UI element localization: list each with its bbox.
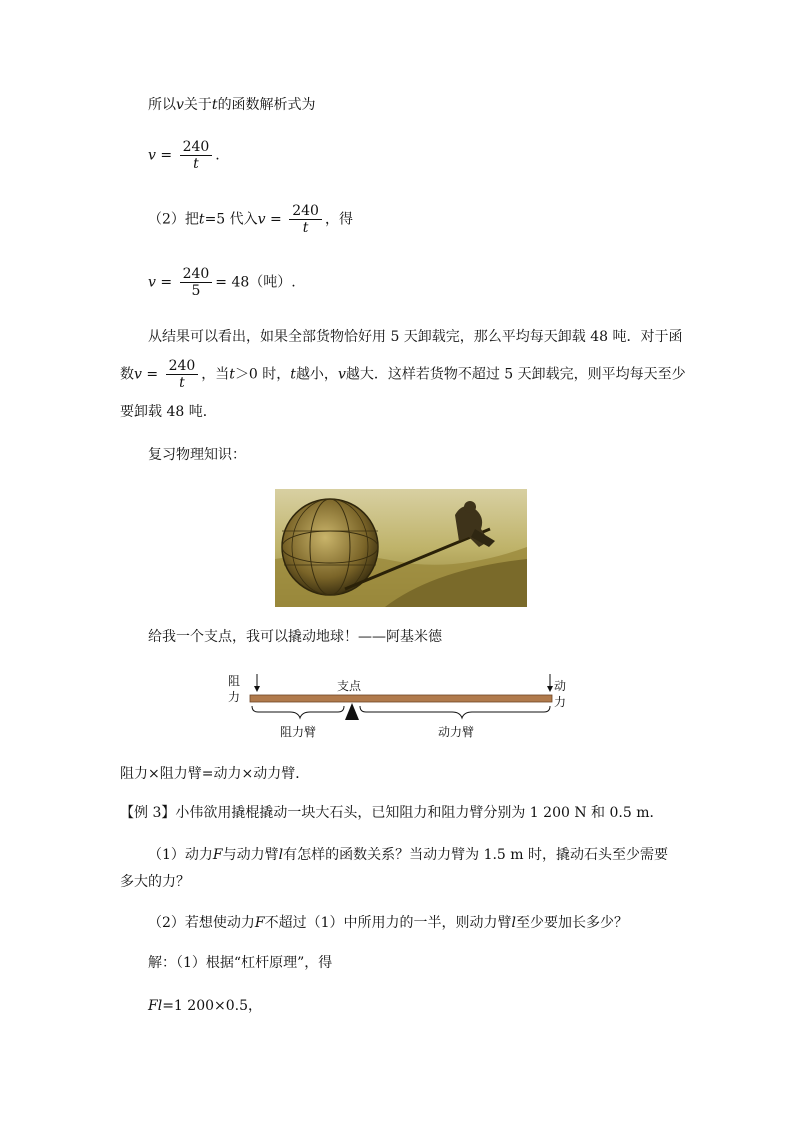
numerator: 240: [180, 266, 213, 283]
resistance-arm-label: 阻力臂: [280, 725, 317, 739]
equals: =: [160, 147, 173, 164]
archimedes-quote: 给我一个支点，我可以撬动地球！——阿基米德: [148, 629, 442, 645]
fraction: [180, 266, 213, 299]
numerator: 240: [289, 203, 322, 220]
text: 不超过（1）中所用力的一半，则动力臂: [264, 915, 512, 931]
var-v: v: [148, 274, 156, 291]
var-v: v: [176, 97, 184, 113]
lever-principle: 阻力×阻力臂=动力×动力臂．: [120, 766, 310, 782]
fraction: [289, 203, 322, 236]
fraction: [166, 358, 199, 391]
text: 有怎样的函数关系？当动力臂为 1.5 m 时，撬动石头至少需要: [283, 847, 669, 863]
fraction: [180, 139, 213, 172]
text: =1 200×0.5，: [162, 998, 263, 1014]
var-v: v: [337, 366, 346, 383]
equation-1: [148, 139, 220, 172]
resistance-label-a: 阻: [228, 674, 241, 688]
text: 与动力臂: [222, 847, 279, 863]
fulcrum-triangle: [345, 703, 359, 720]
var-l: l: [278, 847, 284, 863]
text: ，当: [201, 366, 230, 383]
equals: =: [160, 274, 173, 291]
question-1-cont: 多大的力？: [120, 874, 190, 890]
var-l: l: [511, 915, 517, 931]
text: ，得: [324, 211, 353, 228]
review-heading: 复习物理知识：: [148, 447, 246, 463]
power-arm-label: 动力臂: [438, 725, 475, 739]
text: 至少要加长多少？: [516, 915, 629, 931]
archimedes-lever-image: [275, 489, 527, 607]
var-v: v: [148, 147, 156, 164]
paragraph-line-2: [120, 358, 686, 391]
var-t: t: [211, 97, 218, 113]
text: （2）若想使动力: [148, 915, 255, 931]
power-label-a: 动: [554, 679, 567, 693]
power-arm-brace: [360, 706, 550, 718]
text: =5 代入: [204, 211, 258, 228]
question-2: [148, 913, 628, 933]
text: = 48（吨）.: [215, 274, 296, 291]
text: 关于: [183, 97, 212, 113]
fulcrum-label: 支点: [337, 679, 362, 693]
resistance-arm-brace: [252, 706, 344, 718]
numerator: 240: [166, 358, 199, 375]
var-v: v: [257, 211, 266, 228]
text: .: [215, 147, 220, 164]
power-label-b: 力: [554, 695, 567, 709]
resistance-arrowhead: [254, 686, 260, 692]
paragraph-line-3: 要卸载 48 吨．: [120, 404, 217, 420]
text-line-1: [148, 95, 316, 115]
var-Fl: Fl: [148, 998, 163, 1014]
text-line-3: [148, 203, 353, 236]
power-arrowhead: [547, 686, 553, 692]
paragraph-line-1: 从结果可以看出，如果全部货物恰好用 5 天卸载完，那么平均每天卸载 48 吨．对于函: [148, 329, 683, 345]
text: （2）把: [148, 211, 199, 228]
equals: =: [146, 366, 159, 383]
numerator: 240: [180, 139, 213, 156]
text: 所以: [148, 97, 176, 113]
solution-heading: 解：（1）根据“杠杆原理”，得: [148, 955, 333, 971]
lever-diagram: [226, 672, 576, 748]
resistance-label-b: 力: [228, 690, 241, 704]
archimedes-lever-illustration: [275, 489, 527, 607]
example-3-statement: 【例 3】小伟欲用撬棍撬动一块大石头，已知阻力和阻力臂分别为 1 200 N 和 0.5 m．: [120, 805, 664, 821]
text: 越小，: [295, 366, 338, 383]
denominator: t: [179, 375, 185, 391]
question-1: [148, 845, 668, 865]
var-F: F: [254, 915, 265, 931]
denominator: 5: [191, 283, 201, 299]
lever-bar: [250, 695, 552, 702]
var-F: F: [212, 847, 223, 863]
equation-2: [148, 266, 296, 299]
text: 数: [120, 366, 134, 383]
equals: =: [270, 211, 282, 228]
text: ＞0 时，: [234, 366, 291, 383]
denominator: t: [193, 156, 199, 172]
text: 的函数解析式为: [217, 97, 316, 113]
var-t: t: [198, 211, 205, 228]
denominator: t: [302, 220, 309, 236]
var-t: t: [229, 366, 235, 383]
formula-fl: [148, 996, 262, 1016]
text: （1）动力: [148, 847, 213, 863]
text: 越大．这样若货物不超过 5 天卸载完，则平均每天至少: [345, 366, 686, 383]
var-v: v: [134, 366, 142, 383]
var-t: t: [290, 366, 296, 383]
